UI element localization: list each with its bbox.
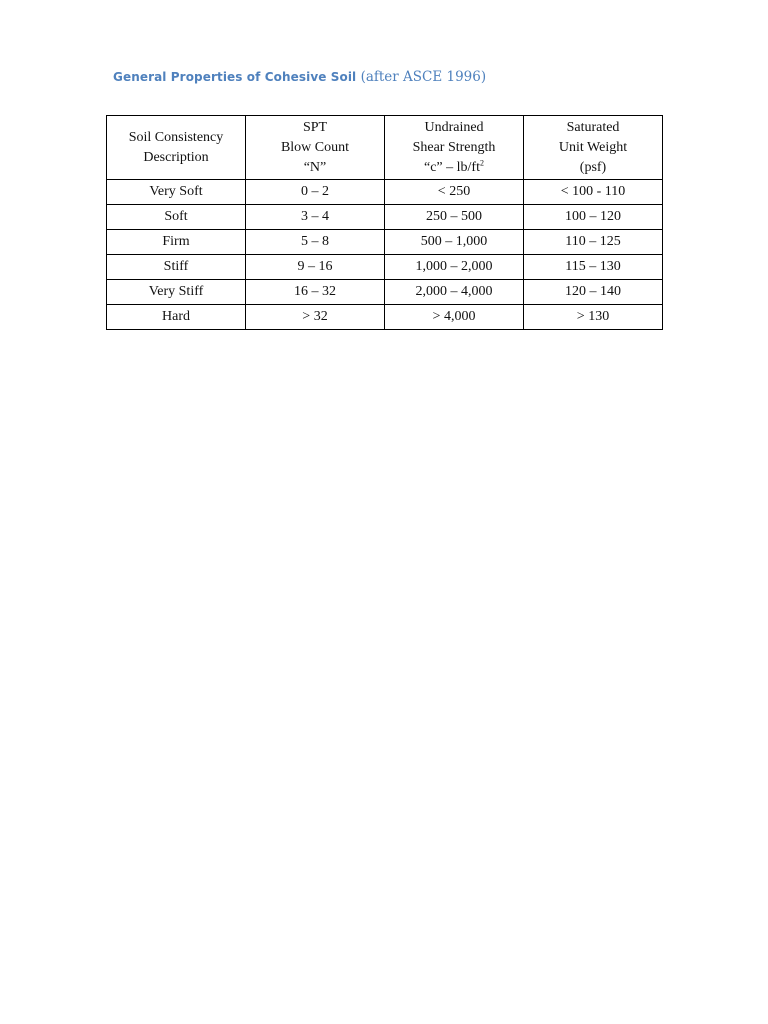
cell-spt: > 32	[246, 305, 385, 330]
cell-spt: 16 – 32	[246, 280, 385, 305]
cell-unit-weight: 100 – 120	[524, 205, 663, 230]
header-spt-line1: SPT	[302, 119, 328, 135]
document-title-main: General Properties of Cohesive Soil	[113, 70, 361, 84]
cohesive-soil-properties-table	[106, 115, 663, 330]
table-row	[107, 180, 663, 205]
cell-unit-weight: 120 – 140	[524, 280, 663, 305]
header-spt-line2: Blow Count	[280, 139, 350, 155]
cell-unit-weight: 110 – 125	[524, 230, 663, 255]
header-shear-line2: Shear Strength	[412, 139, 496, 155]
cell-shear-strength: 250 – 500	[385, 205, 524, 230]
cell-shear-strength: 2,000 – 4,000	[385, 280, 524, 305]
header-shear-line1: Undrained	[424, 119, 484, 135]
cell-unit-weight: > 130	[524, 305, 663, 330]
cell-shear-strength: 500 – 1,000	[385, 230, 524, 255]
table-row	[107, 205, 663, 230]
header-consistency-line2: Description	[143, 149, 209, 165]
cell-spt: 0 – 2	[246, 180, 385, 205]
table-header-row	[107, 116, 663, 180]
cell-unit-weight: < 100 - 110	[524, 180, 663, 205]
table-row	[107, 280, 663, 305]
header-shear-line3	[385, 158, 523, 178]
cell-consistency: Firm	[107, 230, 246, 255]
document-title	[113, 68, 486, 86]
document-title-source: (after ASCE 1996)	[360, 69, 487, 85]
header-weight-line3: (psf)	[579, 159, 607, 175]
cell-consistency: Very Stiff	[107, 280, 246, 305]
cell-unit-weight: 115 – 130	[524, 255, 663, 280]
table-row	[107, 230, 663, 255]
cell-consistency: Soft	[107, 205, 246, 230]
cell-spt: 9 – 16	[246, 255, 385, 280]
header-weight-line1: Saturated	[566, 119, 620, 135]
cell-consistency: Hard	[107, 305, 246, 330]
table-row	[107, 255, 663, 280]
cell-spt: 5 – 8	[246, 230, 385, 255]
cell-spt: 3 – 4	[246, 205, 385, 230]
cell-consistency: Stiff	[107, 255, 246, 280]
header-spt	[246, 116, 385, 180]
cell-shear-strength: < 250	[385, 180, 524, 205]
header-consistency	[107, 116, 246, 180]
cell-consistency: Very Soft	[107, 180, 246, 205]
header-consistency-line1: Soil Consistency	[128, 129, 224, 145]
header-shear-unit: “c” – lb/ft	[424, 159, 480, 175]
header-spt-line3: “N”	[303, 159, 327, 175]
header-weight-line2: Unit Weight	[558, 139, 628, 155]
table-row	[107, 305, 663, 330]
header-shear-exponent: 2	[479, 157, 484, 167]
cell-shear-strength: 1,000 – 2,000	[385, 255, 524, 280]
header-shear-strength	[385, 116, 524, 180]
cell-shear-strength: > 4,000	[385, 305, 524, 330]
header-unit-weight	[524, 116, 663, 180]
